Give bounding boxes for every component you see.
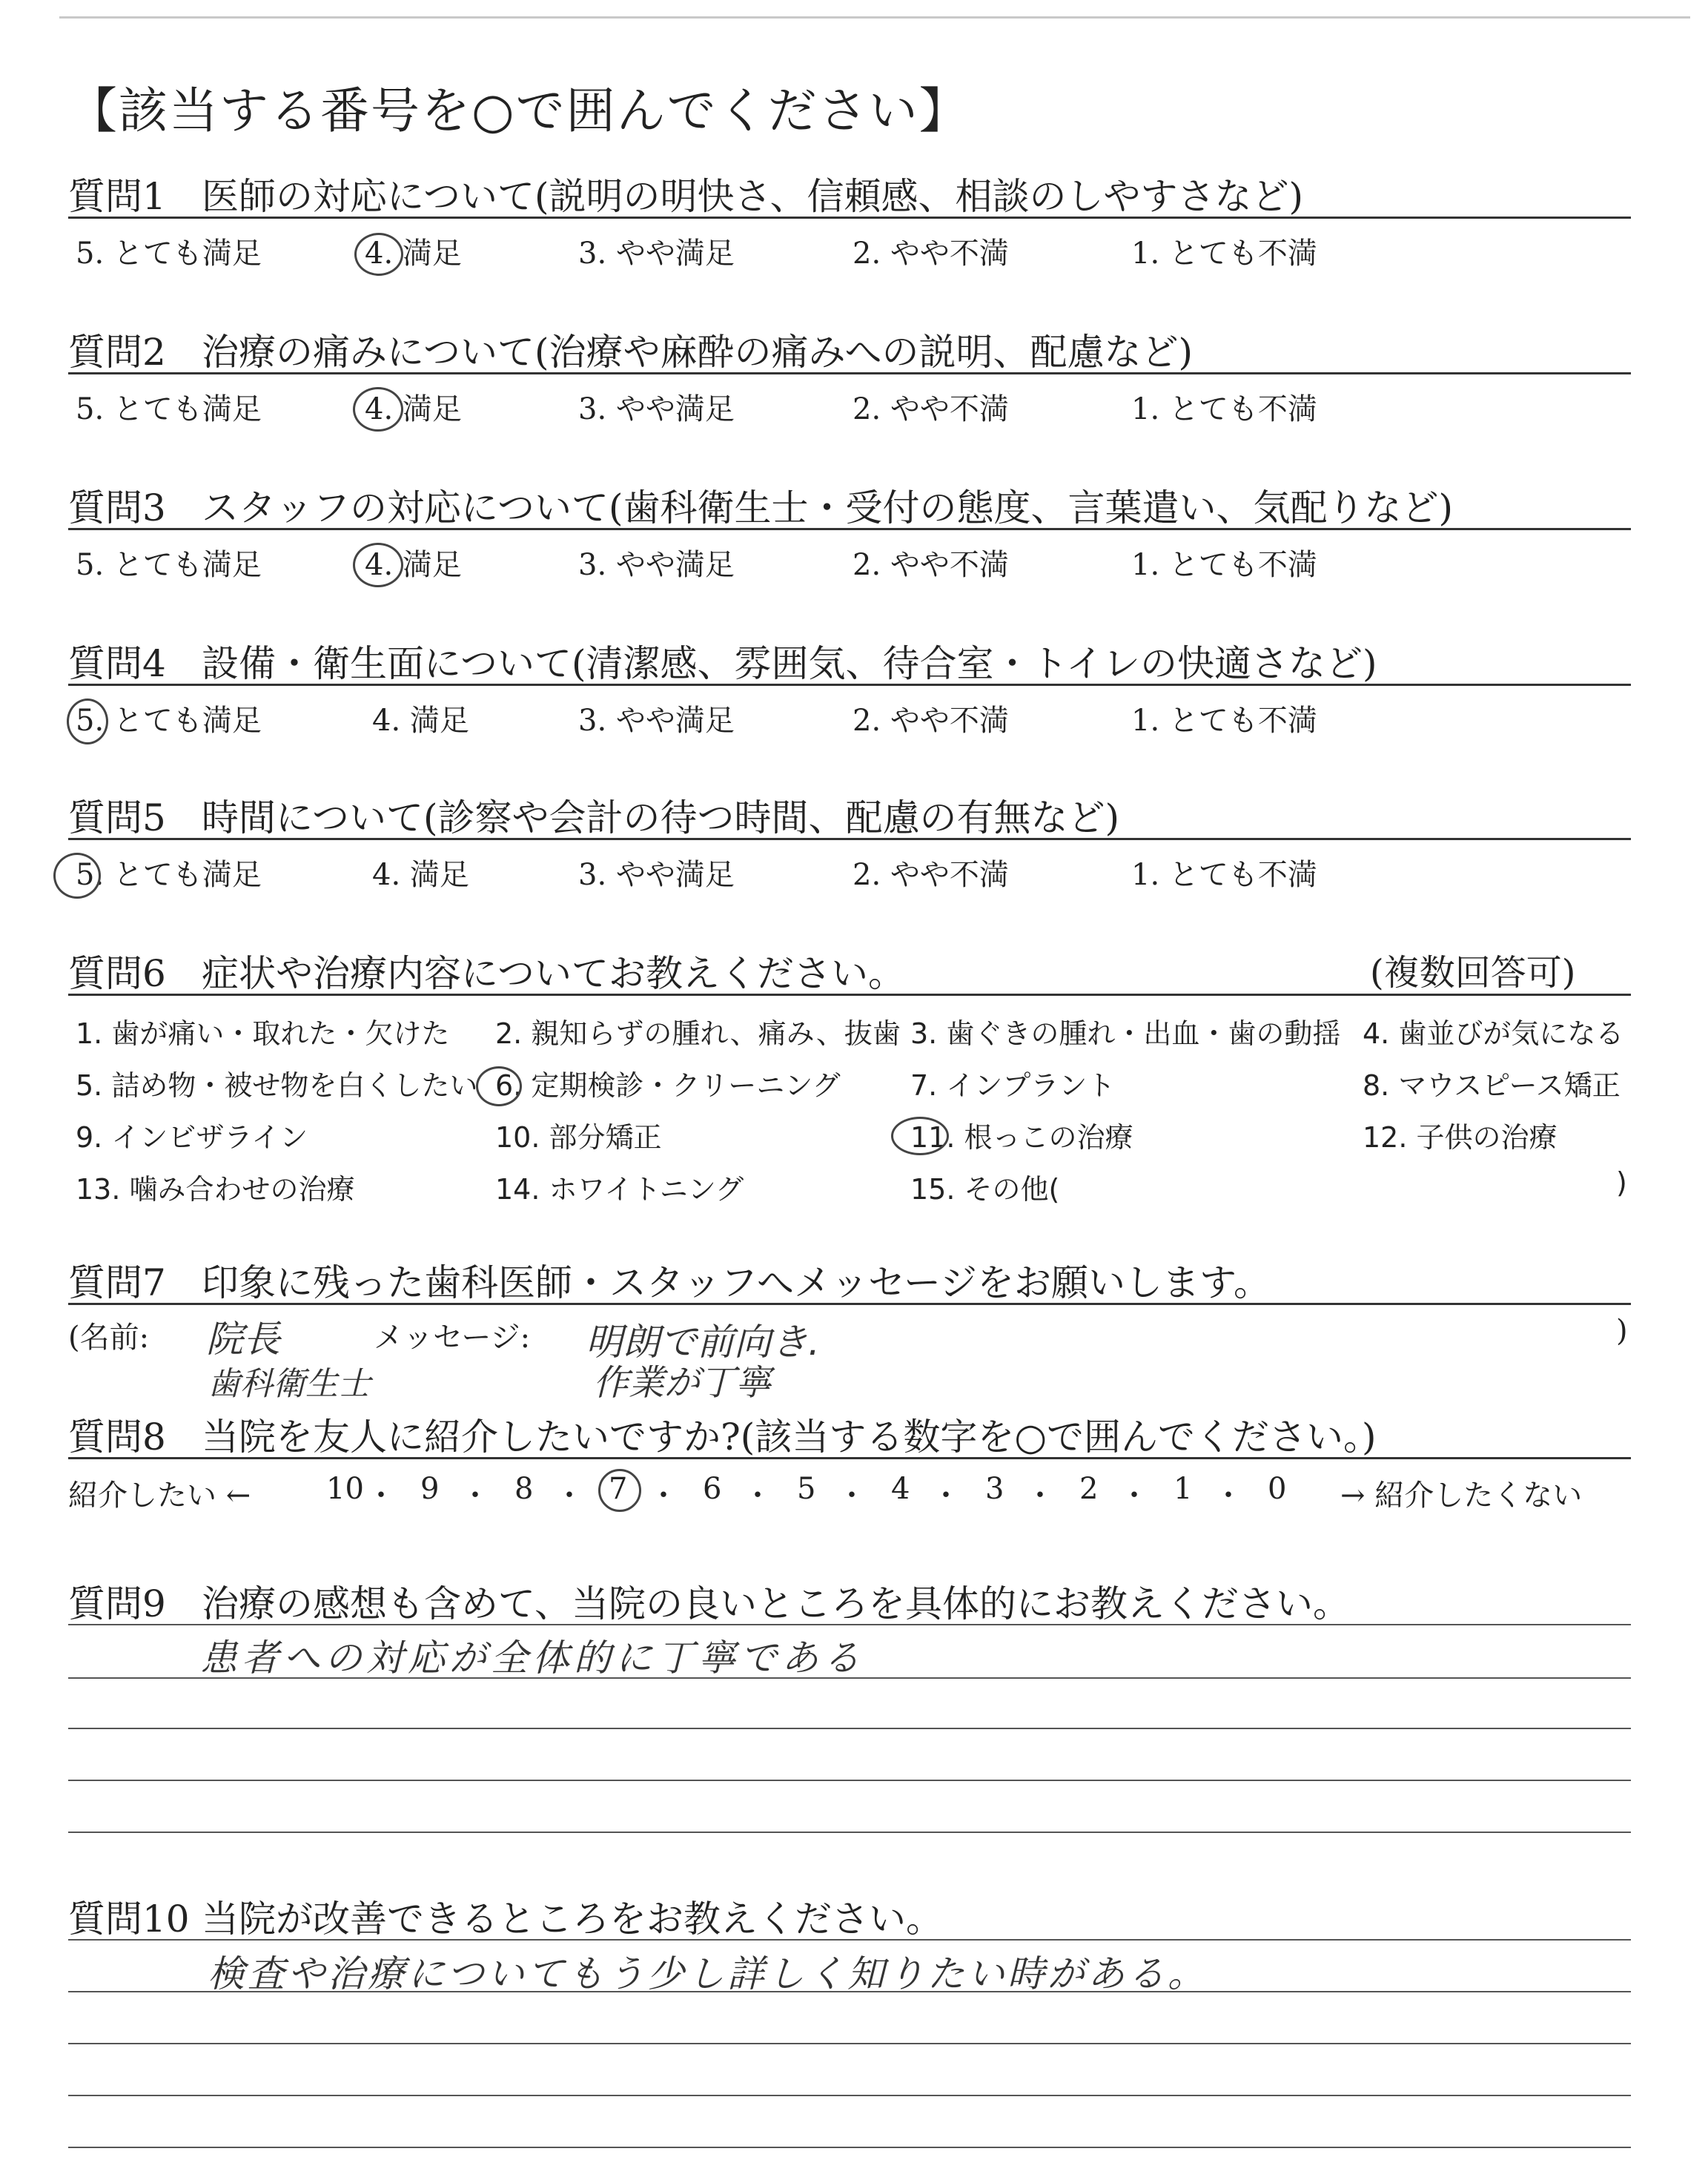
scale-value-10[interactable]: 10 [326,1472,364,1506]
q6-option-15[interactable]: 15. その他( [910,1173,1060,1206]
scale-left-label: 紹介したい ← [68,1479,251,1513]
writing-line [68,1728,1631,1729]
handwritten-message-2: 作業が丁寧 [593,1362,772,1404]
scale-value-0[interactable]: 0 [1268,1472,1287,1506]
q6-option-11[interactable]: 11. 根っこの治療 [910,1121,1133,1154]
name-label: (名前: [68,1321,150,1355]
scale-value-3[interactable]: 3 [985,1472,1004,1506]
question-label: 質問8 [68,1416,166,1459]
q6-option-5[interactable]: 5. 詰め物・被せ物を白くしたい [76,1069,478,1102]
rating-option-3[interactable]: 3. やや満足 [578,392,735,426]
q6-option-1[interactable]: 1. 歯が痛い・取れた・欠けた [76,1017,450,1050]
question-label: 質問1 [68,175,166,218]
question-label: 質問2 [68,331,166,374]
question-label: 質問3 [68,486,166,529]
writing-line [68,2095,1631,2096]
scale-separator: ・ [649,1479,678,1513]
q6-option-4[interactable]: 4. 歯並びが気になる [1363,1017,1624,1050]
multiple-answer-note: (複数回答可) [1370,952,1576,994]
question-label: 質問10 [68,1898,190,1941]
rating-option-1[interactable]: 1. とても不満 [1131,704,1317,738]
rating-option-5[interactable]: 5. とても満足 [76,392,262,426]
scale-separator: ・ [743,1479,772,1513]
rating-option-4[interactable]: 4. 満足 [365,237,462,271]
scale-value-9[interactable]: 9 [420,1472,440,1506]
selection-circle [598,1469,641,1512]
handwritten-name-1: 院長 [206,1318,280,1361]
rating-option-3[interactable]: 3. やや満足 [578,858,735,892]
writing-line [68,1991,1631,1992]
question-text: 時間について(診察や会計の待つ時間、配慮の有無など) [202,796,1120,839]
selection-circle [353,543,403,587]
rating-option-2[interactable]: 2. やや不満 [853,704,1009,738]
q6-option-10[interactable]: 10. 部分矯正 [495,1121,662,1154]
rating-option-5[interactable]: 5. とても満足 [76,704,262,738]
writing-line [68,1624,1631,1625]
question-rule [68,1303,1631,1305]
scale-separator: ・ [460,1479,490,1513]
question-rule [68,372,1631,374]
rating-option-2[interactable]: 2. やや不満 [853,548,1009,582]
rating-option-2[interactable]: 2. やや不満 [853,392,1009,426]
rating-option-4[interactable]: 4. 満足 [372,858,469,892]
question-text: 当院が改善できるところをお教えください。 [202,1898,943,1941]
scale-value-6[interactable]: 6 [703,1472,722,1506]
q6-other-close-paren: ) [1616,1166,1627,1199]
question-label: 質問5 [68,796,166,839]
top-edge [59,16,1690,19]
selection-circle [476,1066,522,1106]
scale-value-4[interactable]: 4 [891,1472,910,1506]
question-text: 治療の痛みについて(治療や麻酔の痛みへの説明、配慮など) [202,331,1194,374]
question-text: 症状や治療内容についてお教えください。 [202,952,905,995]
question-text: スタッフの対応について(歯科衛生士・受付の態度、言葉遣い、気配りなど) [202,486,1454,529]
question-text: 当院を友人に紹介したいですか?(該当する数字を○で囲んでください。) [202,1416,1377,1459]
question-rule [68,838,1631,840]
q6-option-2[interactable]: 2. 親知らずの腫れ、痛み、抜歯 [495,1017,901,1050]
message-label: メッセージ: [374,1321,531,1355]
scale-value-5[interactable]: 5 [797,1472,816,1506]
question-rule [68,994,1631,996]
scale-right-label: → 紹介したくない [1340,1479,1583,1513]
selection-circle [891,1117,949,1155]
rating-option-3[interactable]: 3. やや満足 [578,704,735,738]
rating-option-5[interactable]: 5. とても満足 [76,548,262,582]
rating-option-4[interactable]: 4. 満足 [372,704,469,738]
close-paren: ) [1616,1314,1628,1348]
writing-line [68,1832,1631,1833]
handwritten-message-1: 明朗で前向き. [586,1321,820,1364]
q10-handwritten-answer: 検査や治療についてもう少し詳しく知りたい時がある。 [208,1952,1208,1995]
writing-line [68,1677,1631,1679]
rating-option-5[interactable]: 5. とても満足 [76,858,262,892]
writing-line [68,1780,1631,1781]
scale-separator: ・ [837,1479,867,1513]
q6-option-13[interactable]: 13. 噛み合わせの治療 [76,1173,355,1206]
rating-option-5[interactable]: 5. とても満足 [76,237,262,271]
q6-option-7[interactable]: 7. インプラント [910,1069,1116,1102]
scale-separator: ・ [366,1479,396,1513]
q6-option-6[interactable]: 6. 定期検診・クリーニング [495,1069,841,1102]
question-rule [68,684,1631,686]
selection-circle [53,853,101,899]
rating-option-2[interactable]: 2. やや不満 [853,858,1009,892]
scale-separator: ・ [1025,1479,1055,1513]
rating-option-3[interactable]: 3. やや満足 [578,548,735,582]
scale-separator: ・ [1214,1479,1243,1513]
scale-value-8[interactable]: 8 [514,1472,534,1506]
selection-circle [67,698,108,744]
selection-circle [353,387,403,432]
writing-line [68,2043,1631,2044]
question-rule [68,528,1631,530]
selection-circle [354,233,403,276]
q6-option-12[interactable]: 12. 子供の治療 [1363,1121,1558,1154]
question-label: 質問4 [68,642,166,685]
q6-option-8[interactable]: 8. マウスピース矯正 [1363,1069,1621,1102]
scale-separator: ・ [555,1479,584,1513]
q6-option-9[interactable]: 9. インビザライン [76,1121,308,1154]
scale-value-2[interactable]: 2 [1079,1472,1099,1506]
scale-separator: ・ [931,1479,961,1513]
rating-option-3[interactable]: 3. やや満足 [578,237,735,271]
q9-handwritten-answer: 患者への対応が全体的に丁寧である [200,1636,864,1680]
rating-option-1[interactable]: 1. とても不満 [1131,858,1317,892]
handwritten-name-2: 歯科衛生士 [208,1365,371,1403]
question-rule [68,217,1631,219]
question-text: 治療の感想も含めて、当院の良いところを具体的にお教えください。 [202,1582,1350,1625]
scale-value-1[interactable]: 1 [1174,1472,1193,1506]
question-label: 質問7 [68,1261,166,1304]
rating-option-1[interactable]: 1. とても不満 [1131,237,1317,271]
question-text: 印象に残った歯科医師・スタッフへメッセージをお願いします。 [202,1261,1271,1304]
rating-option-4[interactable]: 4. 満足 [365,548,462,582]
question-label: 質問9 [68,1582,166,1625]
question-rule [68,1457,1631,1459]
question-label: 質問6 [68,952,166,995]
q6-option-14[interactable]: 14. ホワイトニング [495,1173,744,1206]
scale-separator: ・ [1119,1479,1149,1513]
rating-option-2[interactable]: 2. やや不満 [853,237,1009,271]
rating-option-4[interactable]: 4. 満足 [365,392,462,426]
question-text: 医師の対応について(説明の明快さ、信頼感、相談のしやすさなど) [202,175,1304,218]
q6-option-3[interactable]: 3. 歯ぐきの腫れ・出血・歯の動揺 [910,1017,1341,1050]
rating-option-1[interactable]: 1. とても不満 [1131,548,1317,582]
question-text: 設備・衛生面について(清潔感、雰囲気、待合室・トイレの快適さなど) [202,642,1377,685]
scale-value-7[interactable]: 7 [609,1472,628,1506]
writing-line [68,2147,1631,2148]
writing-line [68,1939,1631,1941]
rating-option-1[interactable]: 1. とても不満 [1131,392,1317,426]
instruction-heading: 【該当する番号を○で囲んでください】 [68,82,970,139]
